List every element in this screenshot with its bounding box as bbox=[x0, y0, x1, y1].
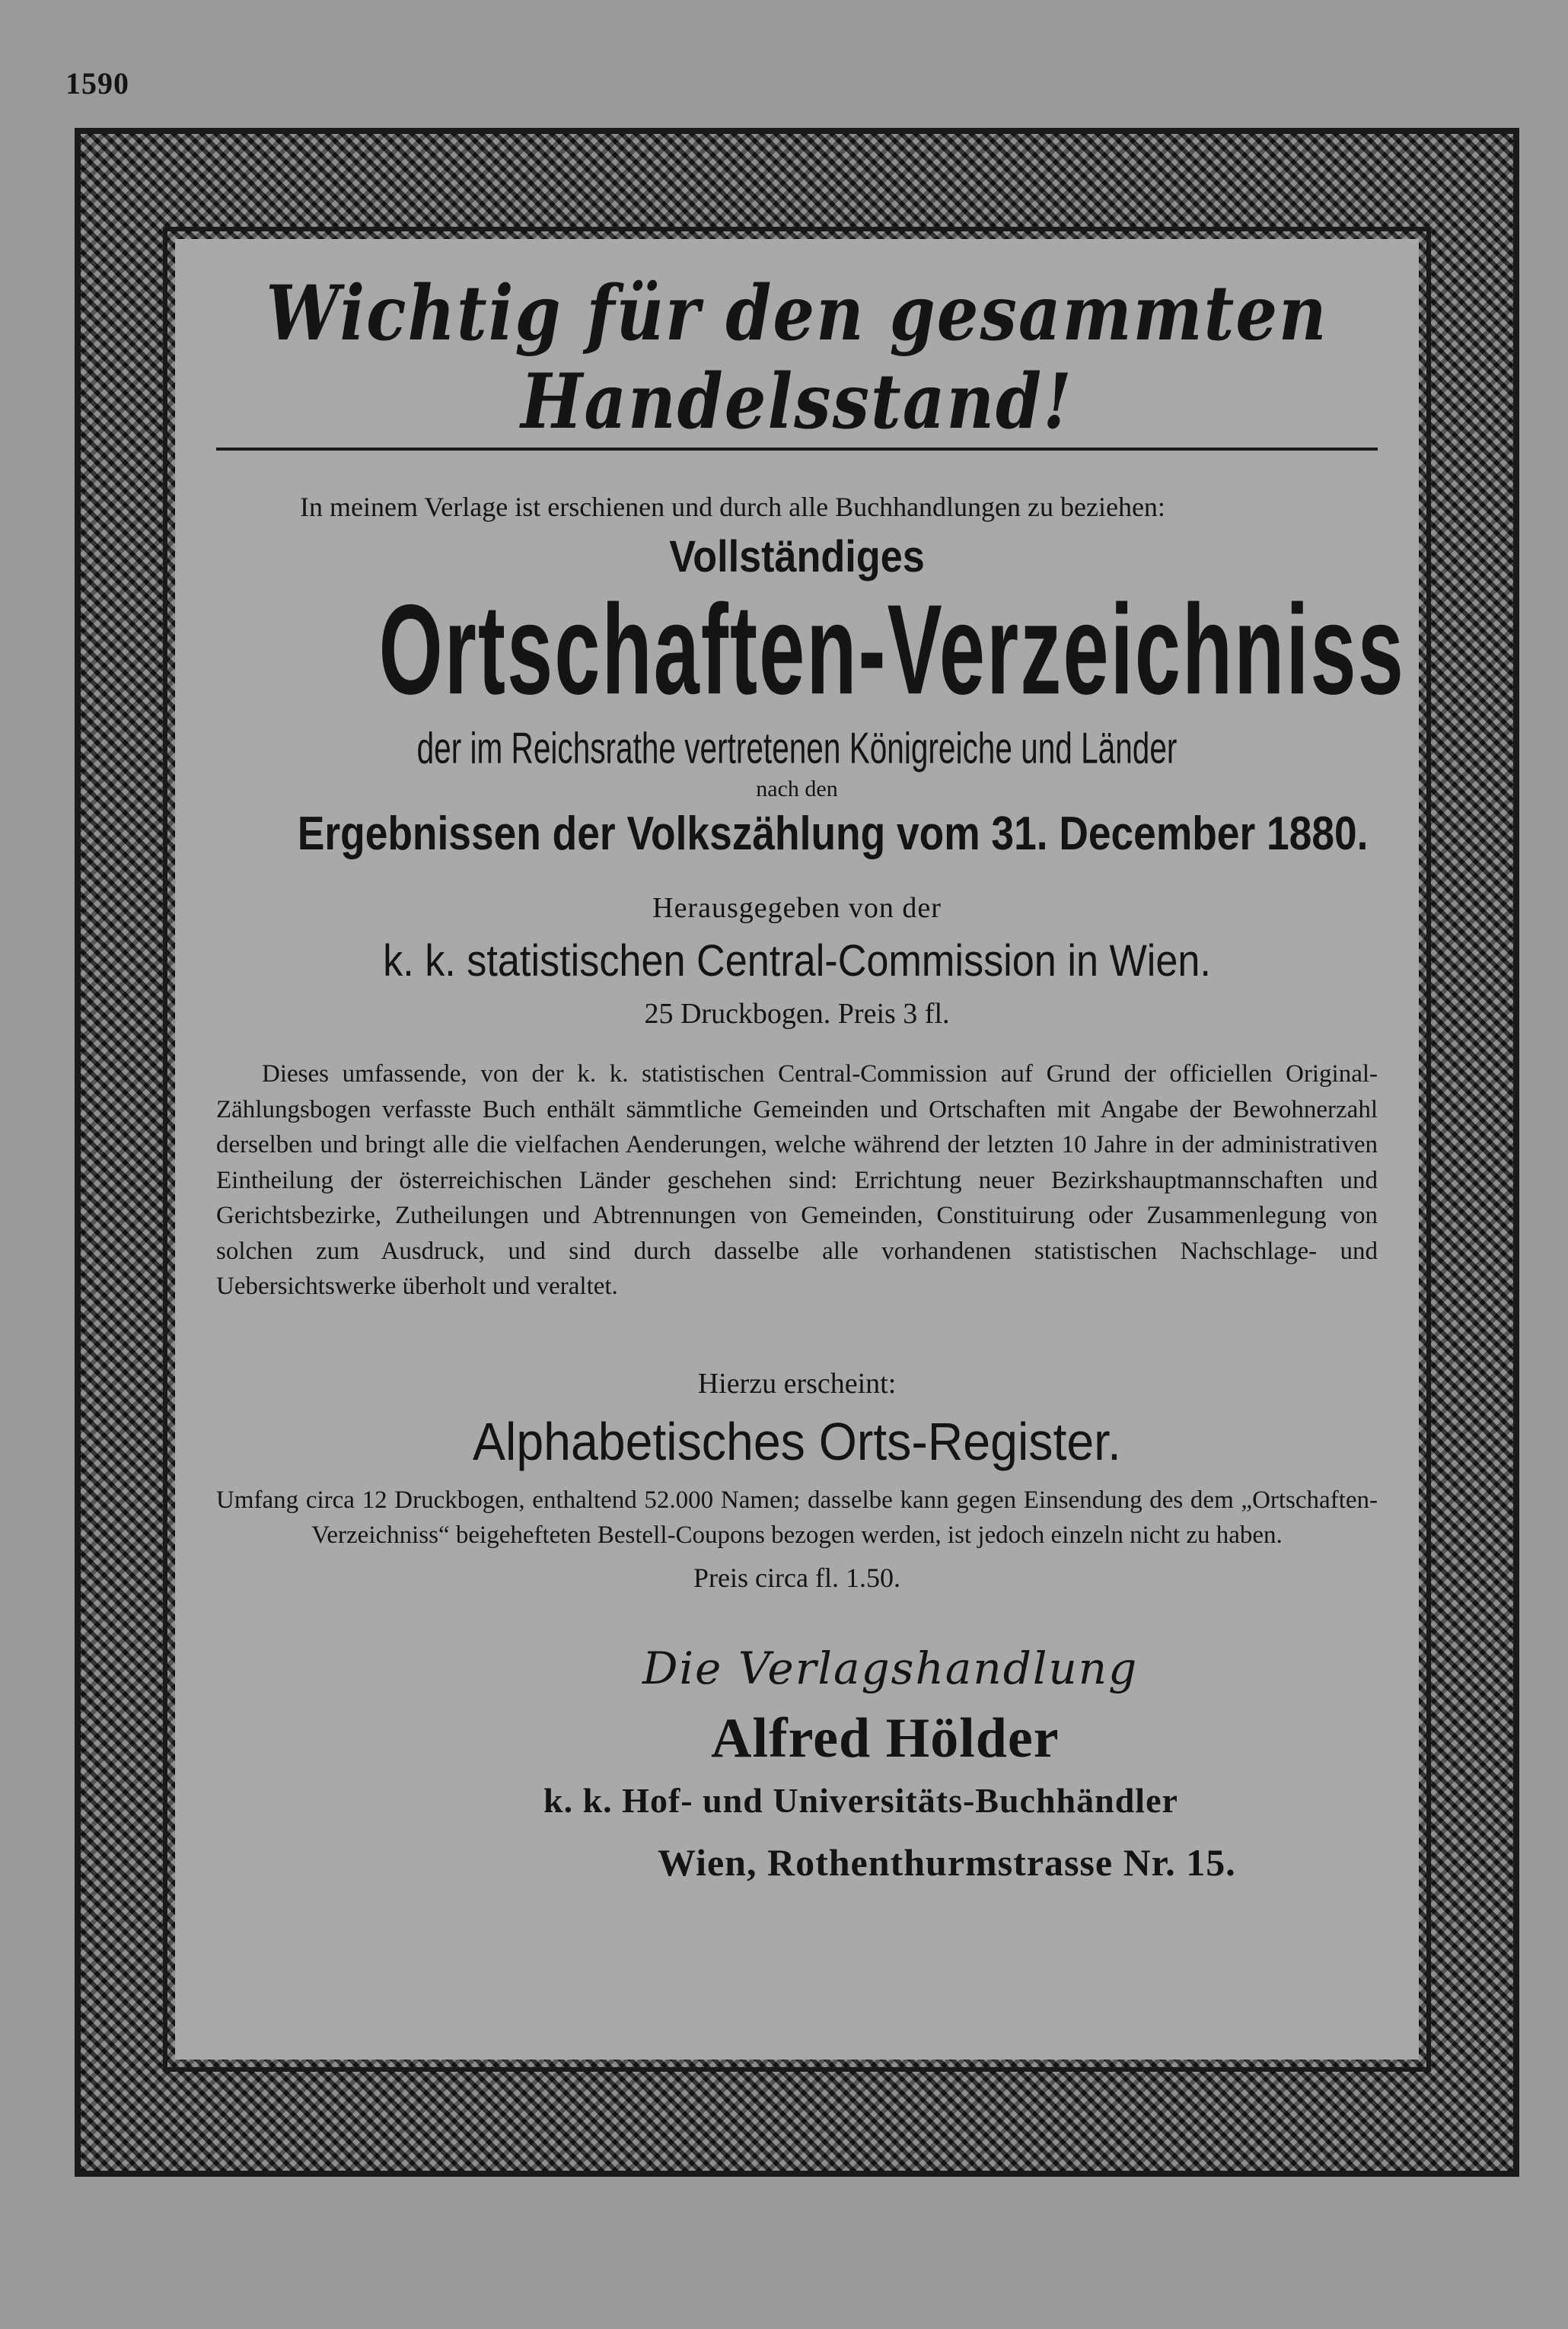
nach-den: nach den bbox=[756, 776, 838, 801]
headline: Wichtig für den gesammten Handelsstand! bbox=[266, 269, 1328, 447]
hierzu-line: Hierzu erscheint: bbox=[697, 1367, 897, 1400]
book-description: der im Reichsrathe vertretenen Königreiche und Länder bbox=[416, 725, 1178, 773]
publisher-signature bbox=[543, 1642, 1378, 1885]
census-results-line: Ergebnissen der Volkszählung vom 31. December 1880. bbox=[297, 808, 1369, 860]
book-price: 25 Druckbogen. Preis 3 fl. bbox=[644, 998, 950, 1030]
subtitle: Vollständiges bbox=[669, 532, 925, 581]
signature-address: Wien, Rothenthurmstrasse Nr. 15. bbox=[658, 1840, 1236, 1884]
intro-text: In meinem Verlage ist erschienen und durch alle Buchhandlungen zu beziehen: bbox=[300, 492, 1165, 522]
page-number: 1590 bbox=[65, 66, 129, 100]
signature-firm: Die Verlagshandlung bbox=[642, 1642, 1139, 1694]
advertisement-panel bbox=[175, 239, 1419, 2060]
register-price: Preis circa fl. 1.50. bbox=[693, 1562, 900, 1593]
publisher-line: Herausgegeben von der bbox=[652, 892, 942, 924]
signature-name: Alfred Hölder bbox=[711, 1706, 1060, 1770]
signature-title: k. k. Hof- und Universitäts-Buchhändler bbox=[543, 1780, 1178, 1820]
book-title: Ortschaften-Verzeichniss bbox=[378, 577, 1405, 722]
ornamental-border bbox=[75, 128, 1519, 2177]
headline-rule bbox=[216, 448, 1378, 451]
description-paragraph: Dieses umfassende, von der k. k. statistischen Central-Commission auf Grund der officiellen Original-Zählungsbogen verfasste Buch enthält sämmtliche Gemeinden und Ortschaften mit Angabe der Bewohnerzahl derselben und bringt alle die vielfachen Aenderungen, welche während der letzten 10 Jahre in der administrativen Eintheilung der österreichischen Länder geschehen sind: Errichtung neuer Bezirkshauptmannschaften und Gerichtsbezirke, Zutheilungen und Abtrennungen von Gemeinden, Constituirung oder Zusammenlegung von solchen zum Ausdruck, und sind durch dasselbe alle vorhandenen statistischen Nachschlage- und Uebersichtswerke überholt und veraltet. bbox=[216, 1060, 1378, 1300]
register-title: Alphabetisches Orts-Register. bbox=[473, 1411, 1121, 1471]
commission-name: k. k. statistischen Central-Commission in Wien. bbox=[383, 936, 1211, 986]
register-description: Umfang circa 12 Druckbogen, enthaltend 52.000 Namen; dasselbe kann gegen Einsendung des dem „Ortschaften-Verzeichniss“ beigehefteten Bestell-Coupons bezogen werden, ist jedoch einzeln nicht zu haben. bbox=[216, 1486, 1378, 1549]
